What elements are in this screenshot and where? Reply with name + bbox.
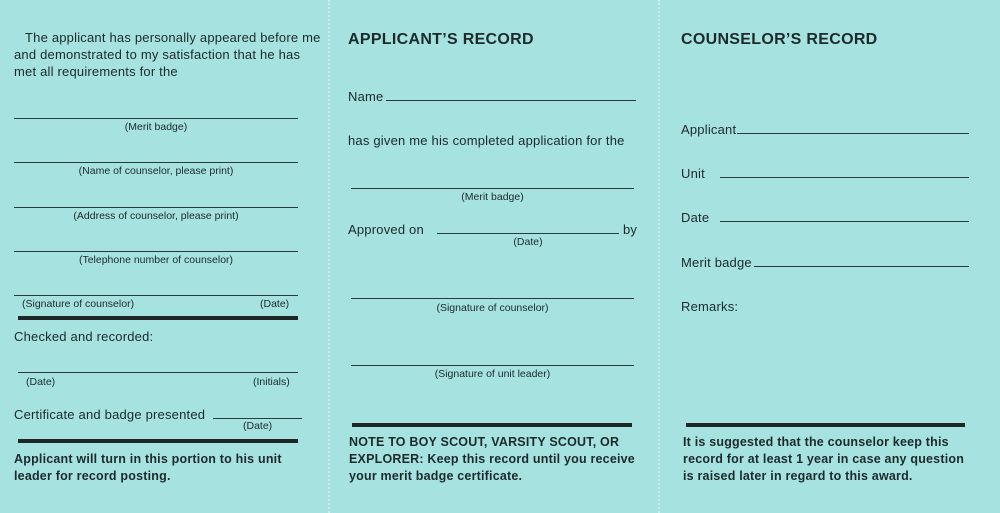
footer-line-1: Applicant will turn in this portion to his unit xyxy=(14,452,282,466)
middle-footer-divider-bar xyxy=(352,423,632,427)
counselors-record-title: COUNSELOR’S RECORD xyxy=(681,31,878,48)
unit-leader-signature-line[interactable] xyxy=(351,365,634,366)
merit-badge-label: Merit badge xyxy=(681,255,752,270)
unit-label: Unit xyxy=(681,166,705,181)
suggestion-line-2: record for at least 1 year in case any question xyxy=(683,452,965,466)
date-line[interactable] xyxy=(720,221,969,222)
applicant-label: Applicant xyxy=(681,122,737,137)
counselor-phone-line[interactable] xyxy=(14,251,298,252)
applicants-record-title: APPLICANT’S RECORD xyxy=(348,31,534,48)
right-merit-badge-line[interactable] xyxy=(754,266,969,267)
counselor-phone-caption: (Telephone number of counselor) xyxy=(78,254,234,266)
suggestion-line-3: is raised later in regard to this award. xyxy=(683,469,913,483)
footer-divider-bar xyxy=(18,439,298,443)
approved-date-line[interactable] xyxy=(437,233,619,234)
remarks-label: Remarks: xyxy=(681,299,739,314)
note-line-1: NOTE TO BOY SCOUT, VARSITY SCOUT, OR xyxy=(349,435,620,449)
approved-date-caption: (Date) xyxy=(513,236,543,248)
counselor-name-caption: (Name of counselor, please print) xyxy=(78,165,234,177)
merit-badge-caption: (Merit badge) xyxy=(124,121,188,133)
counselor-address-line[interactable] xyxy=(14,207,298,208)
counselor-name-line[interactable] xyxy=(14,162,298,163)
footer-line-2: leader for record posting. xyxy=(14,469,171,483)
perforation-right xyxy=(658,0,660,513)
suggestion-line-1: It is suggested that the counselor keep this xyxy=(683,435,949,449)
counselor-signature-line[interactable] xyxy=(14,295,298,296)
applicant-line[interactable] xyxy=(737,133,969,134)
initials-caption: (Initials) xyxy=(253,376,290,388)
middle-counselor-signature-line[interactable] xyxy=(351,298,634,299)
right-footer-divider-bar xyxy=(686,423,965,427)
merit-badge-line[interactable] xyxy=(14,118,298,119)
counselor-address-caption: (Address of counselor, please print) xyxy=(73,210,239,222)
unit-line[interactable] xyxy=(720,177,969,178)
checked-recorded-label: Checked and recorded: xyxy=(14,329,154,344)
perforation-left xyxy=(328,0,330,513)
middle-merit-badge-caption: (Merit badge) xyxy=(461,191,524,203)
middle-merit-badge-line[interactable] xyxy=(351,188,634,189)
intro-line-1: The applicant has personally appeared before me xyxy=(25,30,321,45)
checked-date-caption: (Date) xyxy=(26,376,56,388)
note-line-2: EXPLORER: Keep this record until you receive xyxy=(349,452,635,466)
intro-line-2: and demonstrated to my satisfaction that he has xyxy=(14,47,301,62)
name-line[interactable] xyxy=(386,100,636,101)
remarks-area[interactable] xyxy=(681,318,969,414)
certificate-date-caption: (Date) xyxy=(243,420,273,432)
given-application-text: has given me his completed application for the xyxy=(348,133,625,148)
checked-recorded-line[interactable] xyxy=(18,372,298,373)
name-label: Name xyxy=(348,89,384,104)
unit-leader-signature-caption: (Signature of unit leader) xyxy=(434,368,551,380)
date-label: Date xyxy=(681,210,710,225)
divider-bar xyxy=(18,316,298,320)
middle-counselor-signature-caption: (Signature of counselor) xyxy=(436,302,549,314)
approved-on-label: Approved on xyxy=(348,222,424,237)
by-label: by xyxy=(623,222,638,237)
certificate-date-line[interactable] xyxy=(213,418,302,419)
note-line-3: your merit badge certificate. xyxy=(349,469,523,483)
certificate-label: Certificate and badge presented xyxy=(14,407,206,422)
counselor-signature-caption: (Signature of counselor) xyxy=(22,298,135,310)
intro-line-3: met all requirements for the xyxy=(14,64,178,79)
signature-date-caption: (Date) xyxy=(260,298,290,310)
